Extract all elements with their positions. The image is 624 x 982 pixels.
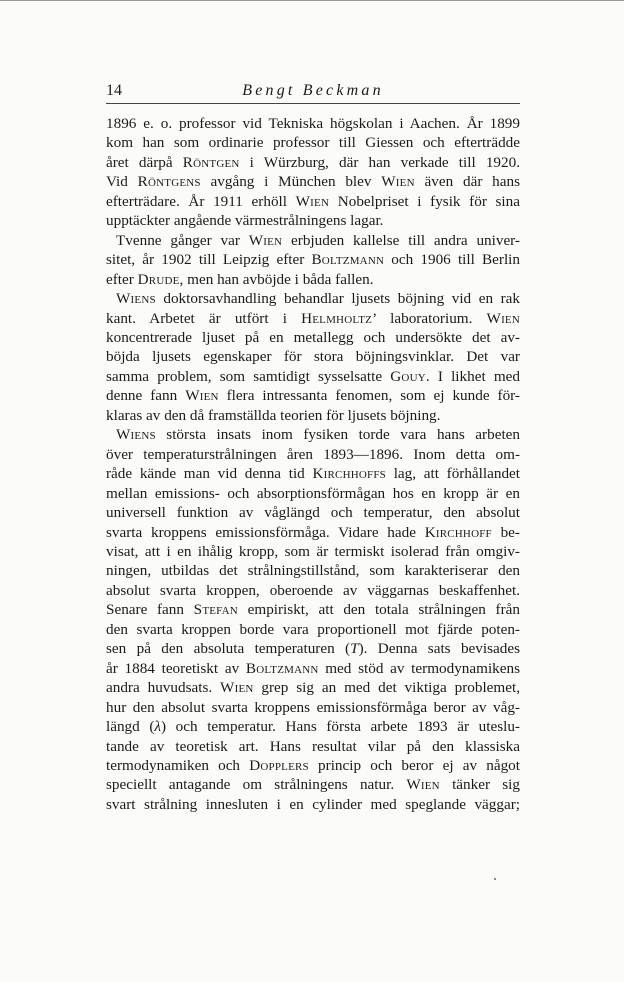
text-run: empiriskt, att den totala strålningen från <box>237 601 520 619</box>
text-line-28 <box>106 639 520 658</box>
math-symbol: T <box>350 640 359 658</box>
page-header <box>106 80 520 104</box>
name-smallcaps: Röntgens <box>137 173 201 191</box>
scan-top-edge <box>0 0 624 7</box>
text-run: , men han avböjde i båda fallen. <box>179 270 374 288</box>
text-line-12 <box>106 328 520 347</box>
text-run: tänker sig <box>439 776 520 794</box>
name-smallcaps: Wiens <box>116 426 156 444</box>
text-run: tande av teoretisk art. Hans resultat vilar på den klassiska <box>106 737 520 755</box>
text-run: efterträdare. År 1911 erhöll <box>106 192 296 210</box>
text-run: även där hans <box>414 173 520 191</box>
name-smallcaps: Wien <box>248 231 283 249</box>
text-run: doktorsavhandling behandlar ljusets böjning vid en rak <box>155 290 520 308</box>
name-smallcaps: Wien <box>220 679 254 697</box>
text-run: över temperaturstrålningen åren 1893—1896. Inom detta om- <box>106 445 520 463</box>
name-smallcaps: Boltzmann <box>245 659 319 677</box>
text-line-32 <box>106 717 520 736</box>
name-smallcaps: Wien <box>295 192 330 210</box>
text-line-4 <box>106 172 520 191</box>
text-run: grep sig an med det viktiga problemet, <box>253 679 520 697</box>
text-run: andra huvudsats. <box>106 679 221 697</box>
text-run: flera intressanta fenomen, som ej kunde för- <box>218 387 520 405</box>
text-run: absolut svarta kroppen, oberoende av väggarnas beskaffenhet. <box>106 581 520 599</box>
text-run: princip och beror ej av något <box>308 756 521 774</box>
text-line-24 <box>106 561 520 580</box>
name-smallcaps: Wien <box>185 387 219 405</box>
text-line-31 <box>106 698 520 717</box>
name-smallcaps: Wien <box>406 776 440 794</box>
name-smallcaps: Boltzmann <box>311 251 385 269</box>
text-line-13 <box>106 347 520 366</box>
text-line-26 <box>106 600 520 619</box>
text-line-3 <box>106 153 520 172</box>
text-run: Senare fann <box>106 601 194 619</box>
text-line-25 <box>106 581 520 600</box>
text-run: mellan emissions- och absorptionsförmågan hos en kropp är en <box>106 484 520 502</box>
scan-speck <box>494 878 496 880</box>
page-number: 14 <box>106 82 122 99</box>
text-run: be- <box>491 523 520 541</box>
text-line-35 <box>106 775 520 794</box>
text-run: kant. Arbetet är utfört i <box>106 309 302 327</box>
text-line-8 <box>106 250 520 269</box>
name-smallcaps: Stefan <box>193 601 238 619</box>
text-line-15 <box>106 386 520 405</box>
name-smallcaps: Drude <box>137 270 180 288</box>
text-run: Tvenne gånger var <box>116 231 249 249</box>
text-run: universell funktion av våglängd och temperatur, den absolut <box>106 504 520 522</box>
text-line-6 <box>106 211 520 230</box>
text-run: med stöd av termodynamikens <box>318 659 521 677</box>
text-line-22 <box>106 523 520 542</box>
text-run: termodynamiken och <box>106 756 250 774</box>
text-line-7 <box>106 231 520 250</box>
name-smallcaps: Gouy <box>390 367 426 385</box>
text-run: 1896 e. o. professor vid Tekniska högskolan i Aachen. År 1899 <box>106 115 520 132</box>
text-line-18 <box>106 445 520 464</box>
name-smallcaps: Wien <box>486 309 520 327</box>
text-line-11 <box>106 309 520 328</box>
math-symbol: λ <box>154 718 161 736</box>
text-run: denne fann <box>106 387 186 405</box>
text-run: råde kände man vid denna tid <box>106 465 313 483</box>
name-smallcaps: Wiens <box>116 290 156 308</box>
text-run: Nobelpriset i fysik för sina <box>329 192 520 210</box>
text-line-34 <box>106 756 520 775</box>
text-run: klaras av den då framställda teorien för ljusets böjning. <box>106 406 441 424</box>
text-run: ) och temperatur. Hans första arbete 1893 är uteslu- <box>161 718 520 736</box>
text-run: upptäckter angående värmestrålningens lagar. <box>106 212 384 230</box>
text-run: och 1906 till Berlin <box>384 251 520 269</box>
text-run: efter <box>106 270 138 288</box>
text-run: samma problem, som samtidigt sysselsatte <box>106 367 391 385</box>
text-run: hur den absolut svarta kroppens emissionsförmåga beror av våg- <box>106 698 520 716</box>
text-run: svarta kroppens emissionsförmåga. Vidare hade <box>106 523 425 541</box>
text-line-21 <box>106 503 520 522</box>
text-run: erbjuden kallelse till andra univer- <box>282 231 520 249</box>
text-run: lag, att förhållandet <box>385 465 521 483</box>
text-line-33 <box>106 737 520 756</box>
text-line-27 <box>106 620 520 639</box>
text-line-2 <box>106 133 520 152</box>
text-run: år 1884 teoretiskt av <box>106 659 246 677</box>
text-run: ’ laboratorium. <box>372 309 487 327</box>
text-line-1 <box>106 114 520 133</box>
text-run: svart strålning innesluten i en cylinder med speglande väggar; <box>106 795 520 813</box>
name-smallcaps: Röntgen <box>182 153 240 171</box>
text-line-20 <box>106 484 520 503</box>
text-line-29 <box>106 659 520 678</box>
text-run: kom han som ordinarie professor till Giessen och efterträdde <box>106 134 520 152</box>
text-line-14 <box>106 367 520 386</box>
text-run: sitet, år 1902 till Leipzig efter <box>106 251 312 269</box>
name-smallcaps: Dopplers <box>249 756 309 774</box>
text-line-16 <box>106 406 520 425</box>
text-run: visat, att i en ihålig kropp, som är termiskt isolerad från omgiv- <box>106 542 520 560</box>
text-run: avgång i München blev <box>200 173 382 191</box>
text-line-9 <box>106 270 520 289</box>
text-run: året därpå <box>106 153 183 171</box>
text-run: sen på den absoluta temperaturen ( <box>106 640 351 658</box>
text-line-10 <box>106 289 520 308</box>
text-line-36 <box>106 795 520 814</box>
text-run: speciellt antagande om strålningens natur. <box>106 776 407 794</box>
text-line-30 <box>106 678 520 697</box>
text-line-17 <box>106 425 520 444</box>
text-line-19 <box>106 464 520 483</box>
text-line-5 <box>106 192 520 211</box>
name-smallcaps: Wien <box>381 173 415 191</box>
text-run: den svarta kroppen borde vara proportionell mot fjärde poten- <box>106 620 520 638</box>
text-run: koncentrerade ljuset på en metallegg och undersökte det av- <box>106 328 520 346</box>
text-run: längd ( <box>106 718 155 736</box>
name-smallcaps: Kirchhoffs <box>312 465 386 483</box>
text-run: böjda ljusets egenskaper för stora böjningsvinklar. Det var <box>106 348 520 366</box>
text-run: i Würzburg, där han verkade till 1920. <box>239 153 520 171</box>
text-run: . I likhet med <box>425 367 520 385</box>
running-head-author: Bengt Beckman <box>242 82 384 99</box>
text-run: Vid <box>106 173 138 191</box>
text-run: största insats inom fysiken torde vara hans arbeten <box>155 426 520 444</box>
name-smallcaps: Kirchhoff <box>424 523 492 541</box>
body-text <box>106 114 520 814</box>
header-rule <box>106 103 520 104</box>
text-line-23 <box>106 542 520 561</box>
name-smallcaps: Helmholtz <box>301 309 373 327</box>
text-run: ningen, utbildas det strålningstillstånd, som karakteriserar den <box>106 562 520 580</box>
text-run: ). Denna sats bevisades <box>358 640 520 658</box>
